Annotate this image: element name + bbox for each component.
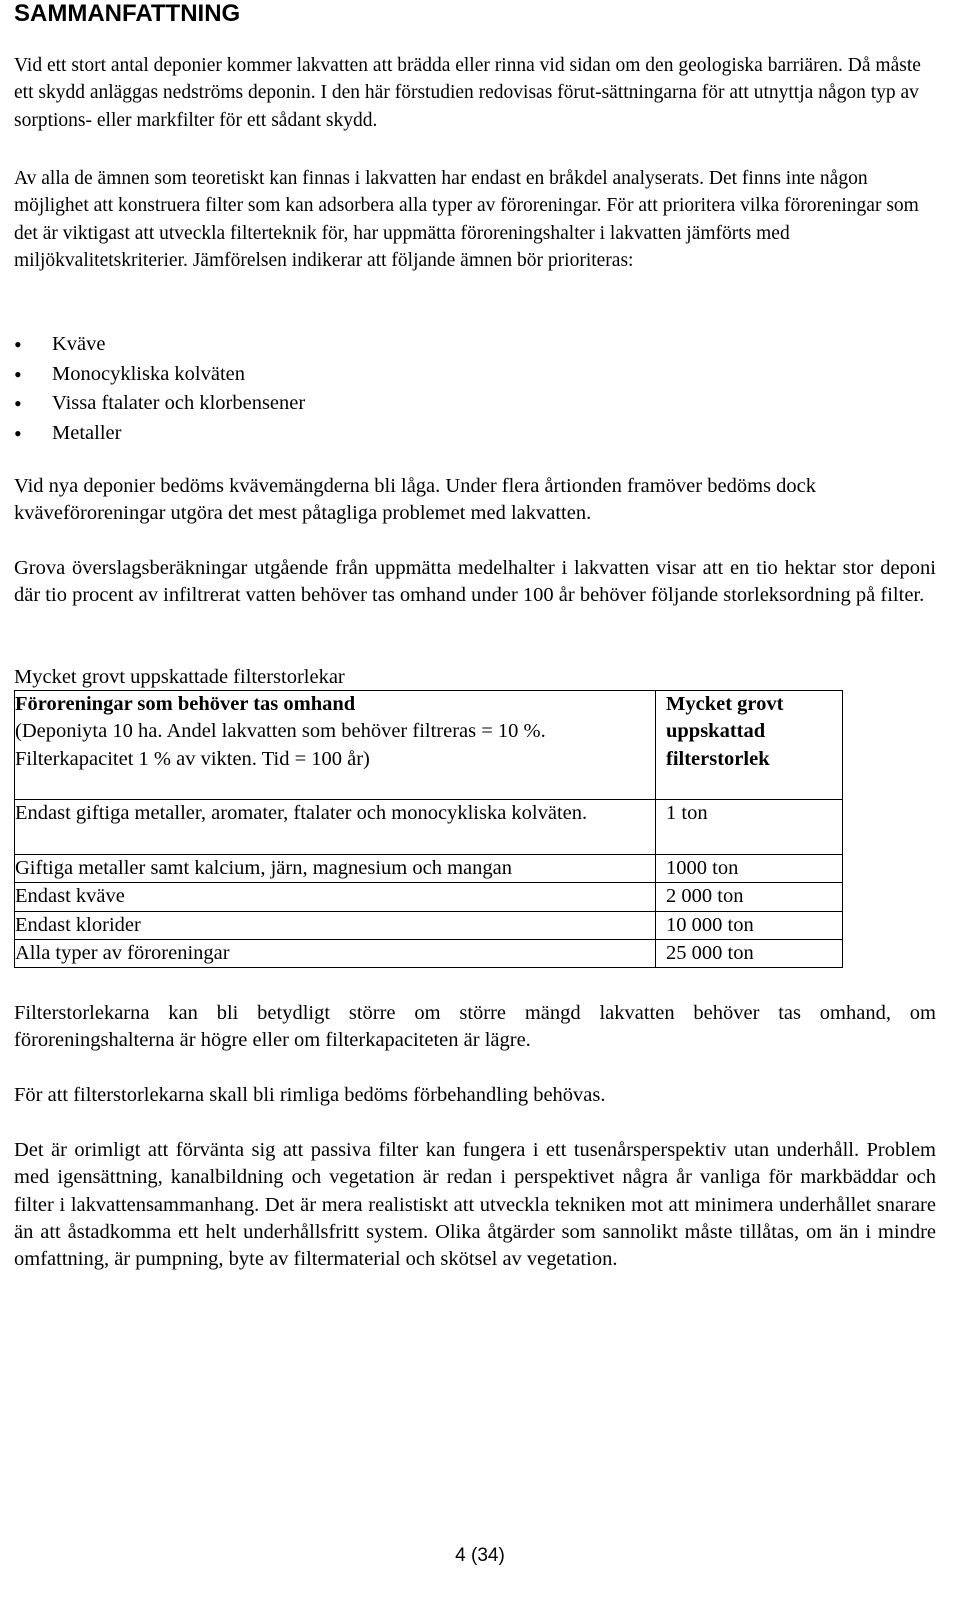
maintenance-paragraph: Det är orimligt att förvänta sig att passiva filter kan fungera i ett tusenårsperspektiv utan underhåll. Problem med igensättning, kanalbildning och vegetation är redan i perspektivet några år vanliga för markbäddar och filter i lakvattensammanhang. Det är mera realistiskt att utveckla tekniken mot att minimera underhållet snarare än att åstadkomma ett helt underhållsfritt system. Olika åtgärder som sannolikt måste tillåtas, om än i mindre omfattning, är pumpning, byte av filtermaterial och skötsel av vegetation. [14, 1139, 936, 1271]
header-size-line-2: uppskattad [666, 720, 766, 743]
page-number: 4 (34) [455, 1545, 505, 1566]
header-assumptions-line-1: (Deponiyta 10 ha. Andel lakvatten som behöver filtreras = 10 %. [15, 720, 546, 743]
pretreatment-paragraph: För att filterstorlekarna skall bli rimliga bedöms förbehandling behövas. [14, 1084, 606, 1106]
estimate-paragraph: Grova överslagsberäkningar utgående från uppmätta medelhalter i lakvatten visar att en tio hektar stor deponi där tio procent av infiltrerat vatten behöver tas omhand under 100 år behöver följande storleksordning på filter. [14, 557, 936, 607]
size-cell: 2 000 ton [656, 883, 843, 911]
header-assumptions-line-2: Filterkapacitet 1 % av vikten. Tid = 100 år) [15, 747, 370, 770]
list-item: • Vissa ftalater och klorbensener [14, 389, 305, 419]
size-cell: 10 000 ton [656, 911, 843, 939]
priority-list [14, 330, 305, 448]
list-item: • Metaller [14, 419, 305, 449]
larger-filters-paragraph: Filterstorlekarna kan bli betydligt större om större mängd lakvatten behöver tas omhand, om föroreningshalterna är högre eller om filterkapaciteten är lägre. [14, 1002, 936, 1052]
filter-size-table [14, 690, 843, 968]
section-heading: SAMMANFATTNING [14, 0, 241, 27]
header-size-cell [656, 691, 843, 800]
list-item: • Monocykliska kolväten [14, 360, 305, 390]
header-size-line-1: Mycket grovt [666, 693, 784, 715]
substance-cell: Endast klorider [15, 911, 656, 939]
table-caption: Mycket grovt uppskattade filterstorlekar [14, 666, 345, 688]
size-cell: 1000 ton [656, 855, 843, 883]
size-cell: 25 000 ton [656, 939, 843, 967]
substance-cell: Alla typer av föroreningar [15, 939, 656, 967]
header-substances-title: Föroreningar som behöver tas omhand [15, 693, 356, 715]
substance-cell: Endast giftiga metaller, aromater, ftalater och monocykliska kolväten. [15, 800, 656, 855]
substance-cell: Endast kväve [15, 883, 656, 911]
table-header-row [15, 691, 843, 800]
table-row [15, 939, 843, 967]
list-item: • Kväve [14, 330, 305, 360]
intro-paragraph-2: Av alla de ämnen som teoretiskt kan finnas i lakvatten har endast en bråkdel analyserats. Det finns inte någon möjlighet att konstruera filter som kan adsorbera alla typer av föroreningar. För att prioritera vilka föroreningar som det är viktigast att utveckla filterteknik för, har uppmätta föroreningshalter i lakvatten jämförts med miljökvalitetskriterier. Jämförelsen indikerar att följande ämnen bör prioriteras: [14, 168, 919, 271]
table-row [15, 911, 843, 939]
size-cell: 1 ton [656, 800, 843, 855]
nitrogen-paragraph: Vid nya deponier bedöms kvävemängderna bli låga. Under flera årtionden framöver bedöms dock kväveföroreningar utgöra det mest påtagliga problemet med lakvatten. [14, 475, 816, 525]
table-row [15, 883, 843, 911]
header-substances-cell [15, 691, 656, 800]
substance-cell: Giftiga metaller samt kalcium, järn, magnesium och mangan [15, 855, 656, 883]
table-row [15, 800, 843, 855]
intro-paragraph-1: Vid ett stort antal deponier kommer lakvatten att brädda eller rinna vid sidan om den geologiska barriären. Då måste ett skydd anläggas nedströms deponin. I den här förstudien redovisas förut-sättningarna för att utnyttja någon typ av sorptions- eller markfilter för ett sådant skydd. [14, 55, 921, 131]
header-size-line-3: filterstorlek [666, 747, 770, 770]
table-row [15, 855, 843, 883]
